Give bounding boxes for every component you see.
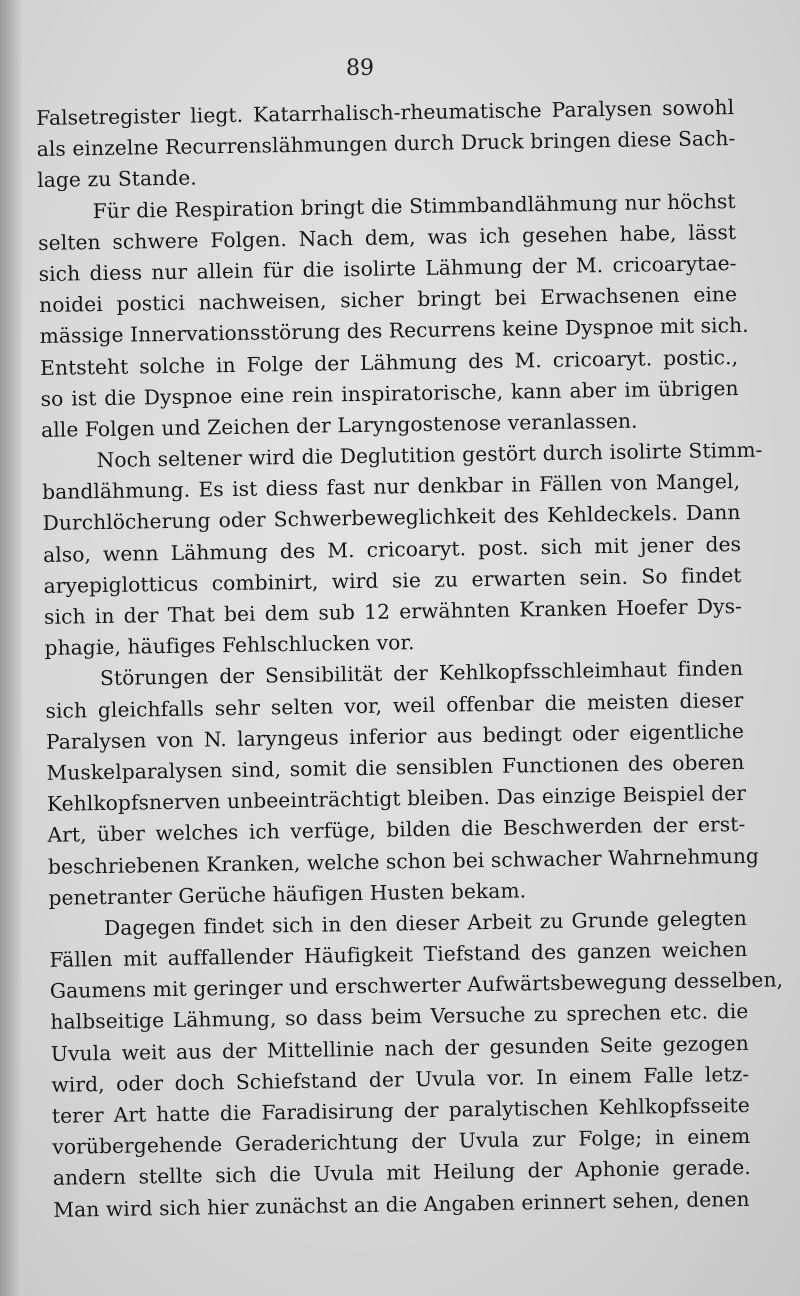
paragraph [41,435,763,664]
text-line: Dagegen findet sich in den dieser Arbeit zu Grunde gelegten [103,905,748,940]
paragraph [37,186,749,446]
body-text [36,92,784,1226]
text-line: Störungen der Sensibilität der Kehlkopfsschleimhaut finden [99,656,744,691]
text-line: Noch seltener wird die Deglutition gestört durch isolirte Stimm- [96,437,763,473]
text-line: vorübergehende Geraderichtung der Uvula zur Folge; in einem [52,1124,751,1160]
text-line: lage zu Stande. [37,165,197,193]
text-line: Kehlkopfsnerven unbeeinträchtigt bleiben. Das einzige Beispiel der [46,781,747,817]
text-line: Man wird sich hier zunächst an die Angaben erinnert sehen, denen [53,1186,750,1222]
paragraph [36,92,735,197]
text-line: Muskelparalysen sind, somit die sensiblen Functionen des oberen [46,749,745,785]
page-number: 89 [346,56,374,81]
text-line: selten schwere Folgen. Nach dem, was ich gesehen habe, lässt [38,219,737,255]
text-line: Entsteht solche in Folge der Lähmung des M. cricoaryt. postic., [39,344,739,380]
text-line: aryepiglotticus combinirt, wird sie zu erwarten sein. So findet [43,562,742,598]
paragraph [45,653,760,913]
text-line: terer Art hatte die Faradisirung der paralytischen Kehlkopfsseite [51,1092,751,1128]
text-line: so ist die Dyspnoe eine rein inspiratorische, kann aber im übrigen [40,375,739,411]
text-line: halbseitige Lähmung, so dass beim Versuche zu sprechen etc. die [50,999,749,1035]
binding-shadow [0,0,22,1296]
text-line: Uvula weit aus der Mittellinie nach der gesunden Seite gezogen [50,1030,750,1066]
text-line: wird, oder doch Schiefstand der Uvula vor. In einem Falle letz- [51,1061,750,1097]
text-line: Paralysen von N. laryngeus inferior aus bedingt oder eigentliche [45,718,745,754]
text-line: alle Folgen und Zeichen der Laryngostenose veranlassen. [40,408,638,442]
text-line: also, wenn Lähmung des M. cricoaryt. post. sich mit jener des [42,531,742,567]
text-line: bandlähmung. Es ist diess fast nur denkbar in Fällen von Mangel, [41,469,741,505]
text-line: noidei postici nachweisen, sicher bringt bei Erwachsenen eine [38,282,738,318]
text-line: beschriebenen Kranken, welche schon bei schwacher Wahrnehmung [47,843,760,879]
text-line: phagie, häufiges Fehlschlucken vor. [44,630,415,661]
text-line: Fällen mit auffallender Häufigkeit Tiefstand des ganzen weichen [49,936,748,972]
text-line: Art, über welches ich verfüge, bilden die Beschwerden der erst- [47,812,746,848]
text-line: Falsetregister liegt. Katarrhalisch-rheumatische Paralysen sowohl [36,95,735,130]
text-line: Gaumens mit geringer und erschwerter Aufwärtsbewegung desselben, [49,967,784,1004]
text-line: sich gleichfalls sehr selten vor, weil offenbar die meisten dieser [45,687,744,723]
text-line: Durchlöcherung oder Schwerbeweglichkeit des Kehldeckels. Dann [42,500,741,536]
text-line: sich in der That bei dem sub 12 erwähnten Kranken Hoefer Dys- [43,593,743,629]
text-line: andern stellte sich die Uvula mit Heilung der Aphonie gerade. [52,1155,751,1191]
text-line: mässige Innervationsstörung des Recurrens keine Dyspnoe mit sich. [39,313,749,349]
paragraph [49,903,784,1226]
text-line: Für die Respiration bringt die Stimmbandlähmung nur höchst [92,188,736,223]
text-line: als einzelne Recurrenslähmungen durch Druck bringen diese Sach- [36,126,736,162]
text-line: penetranter Gerüche häufigen Husten bekam. [48,878,527,910]
text-line: sich diess nur allein für die isolirte Lähmung der M. cricoarytae- [38,250,737,286]
